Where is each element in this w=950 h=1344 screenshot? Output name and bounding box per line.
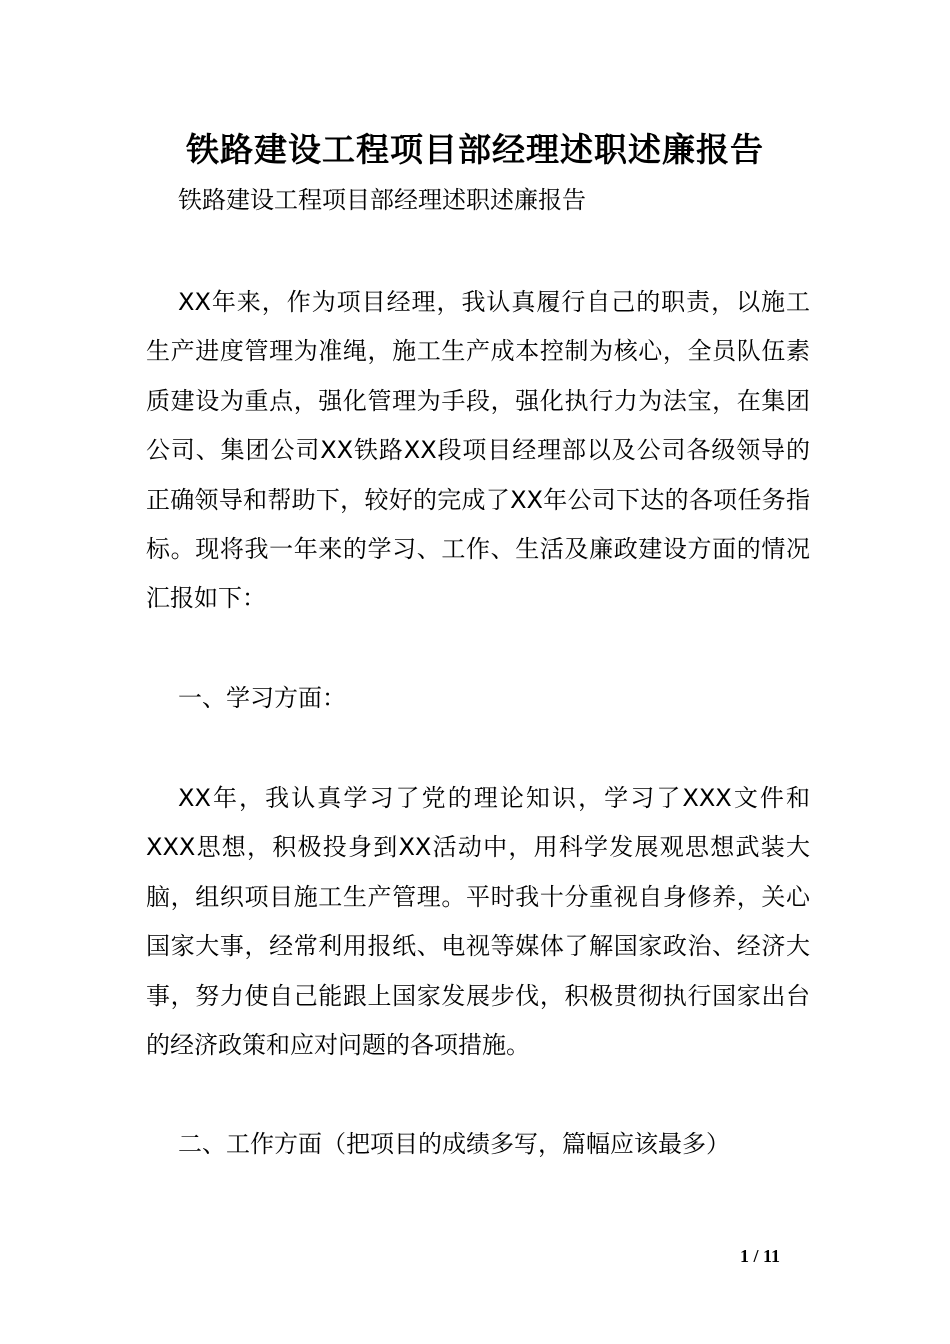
section-heading-study: 一、学习方面： xyxy=(178,684,346,712)
paragraph-study: XX年，我认真学习了党的理论知识，学习了XXX文件和XXX思想，积极投身到XX活动中，用科学发展观思想武装大脑，组织项目施工生产管理。平时我十分重视自身修养，关心国家大事，经常利用报纸、电视等媒体了解国家政治、经济大事，努力使自己能跟上国家发展步伐，积极贯彻执行国家出台的经济政策和应对问题的各项措施。 xyxy=(146,784,810,1060)
section-heading-work: 二、工作方面（把项目的成绩多写，篇幅应该最多） xyxy=(178,1130,730,1158)
document-subtitle: 铁路建设工程项目部经理述职述廉报告 xyxy=(178,186,586,214)
document-title: 铁路建设工程项目部经理述职述廉报告 xyxy=(186,130,764,169)
page-number: 1 / 11 xyxy=(739,1246,780,1266)
paragraph-intro: XX年来，作为项目经理，我认真履行自己的职责，以施工生产进度管理为准绳，施工生产成本控制为核心，全员队伍素质建设为重点，强化管理为手段，强化执行力为法宝，在集团公司、集团公司XX铁路XX段项目经理部以及公司各级领导的正确领导和帮助下，较好的完成了XX年公司下达的各项任务指标。现将我一年来的学习、工作、生活及廉政建设方面的情况汇报如下： xyxy=(146,288,810,613)
